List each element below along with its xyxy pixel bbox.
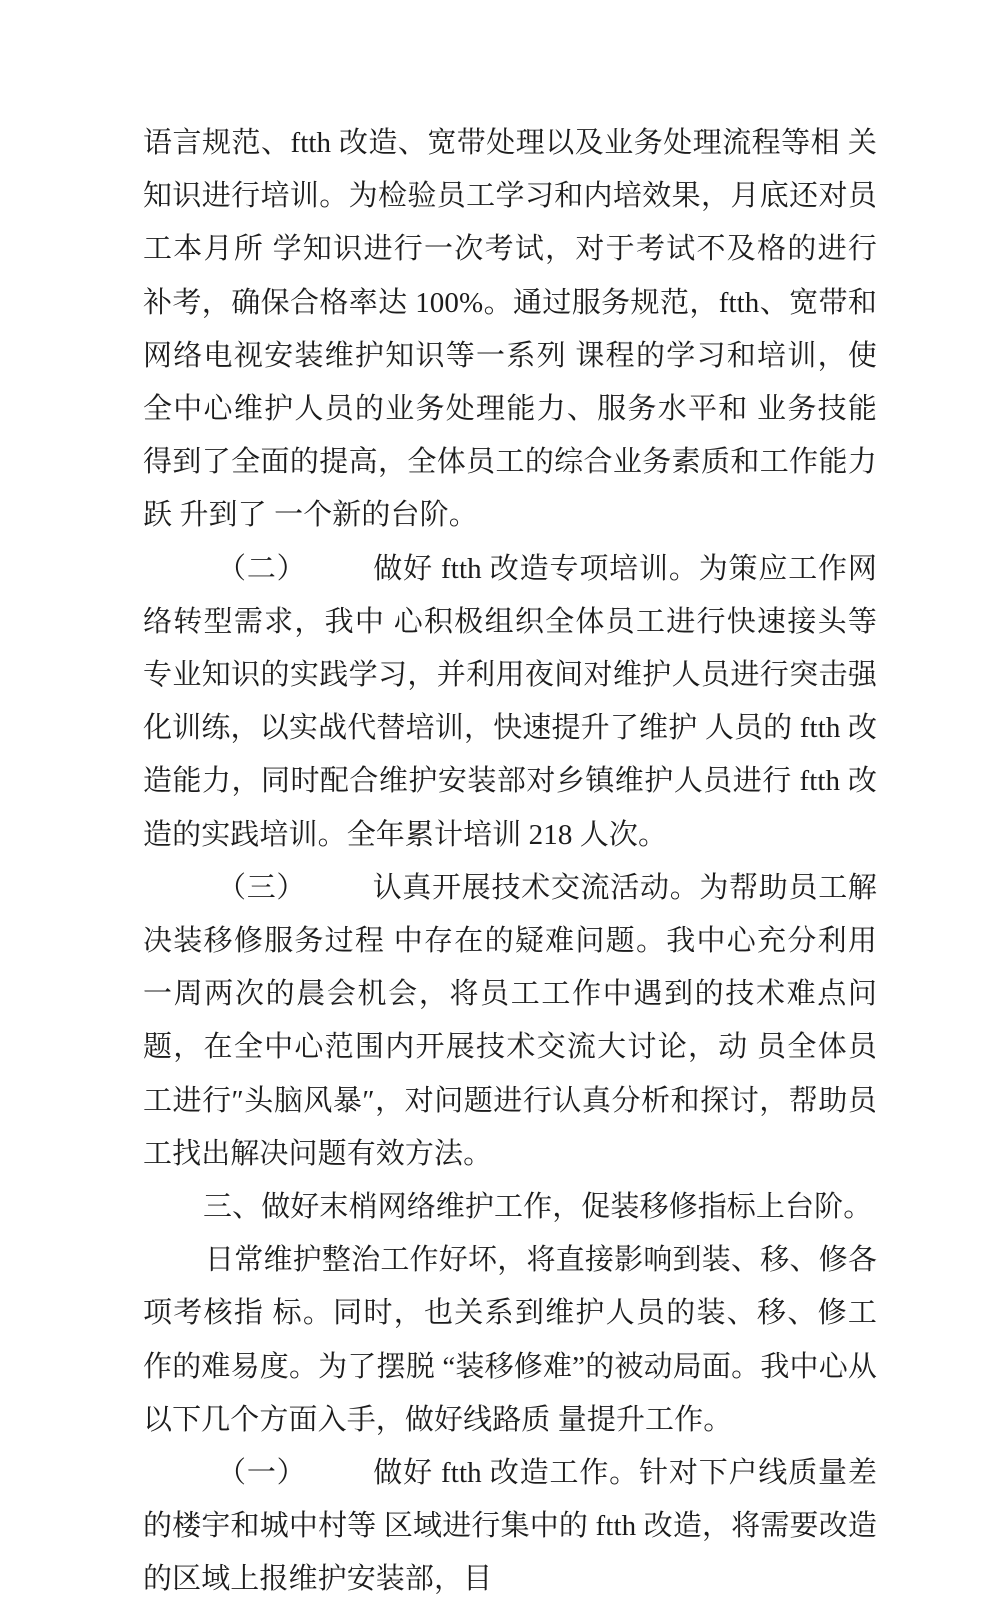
paragraph-body-daily-maintenance: 日常维护整治工作好坏，将直接影响到装、移、修各项考核指 标。同时，也关系到维护人员的装、移、修工作的难易度。为了摆脱 “装移修难”的被动局面。我中心从以下几个方面入手，做好线路质 量提升工作。 <box>143 1244 877 1436</box>
item-marker-one: （一） <box>217 1457 307 1490</box>
item-text-one: 做好 ftth 改造工作。针对下户线质量差的楼宇和城中村等 区域进行集中的 ftth 改造，将需要改造的区域上报维护安装部，目 <box>143 1457 877 1596</box>
item-marker-three: （三） <box>217 871 307 904</box>
item-text-two: 做好 ftth 改造专项培训。为策应工作网络转型需求，我中 心积极组织全体员工进行快速接头等专业知识的实践学习，并利用夜间对维护人员进行突击强化训练，以实战代替培训，快速提升了维护 人员的 ftth 改造能力，同时配合维护安装部对乡镇维护人员进行 ftth 改造的实践培训。全年累计培训 218 人次。 <box>143 552 877 851</box>
section-heading-three: 三、做好末梢网络维护工作，促装移修指标上台阶。 <box>203 1191 873 1224</box>
paragraph-item-two <box>143 543 877 862</box>
document-text-column <box>143 117 885 1607</box>
item-text-three: 认真开展技术交流活动。为帮助员工解决装移修服务过程 中存在的疑难问题。我中心充分利用一周两次的晨会机会，将员工工作中遇到的技术难点问题，在全中心范围内开展技术交流大讨论，动 员全体员工进行″头脑风暴″，对问题进行认真分析和探讨，帮助员 工找出解决问题有效方法。 <box>143 871 885 1170</box>
item-marker-two: （二） <box>217 552 307 585</box>
paragraph-body-continuation: 语言规范、ftth 改造、宽带处理以及业务处理流程等相 关知识进行培训。为检验员工学习和内培效果，月底还对员工本月所 学知识进行一次考试，对于考试不及格的进行补考，确保合格率达 100%。通过服务规范，ftth、宽带和网络电视安装维护知识等一系列 课程的学习和培训，使全中心维护人员的业务处理能力、服务水平和 业务技能得到了全面的提高，全体员工的综合业务素质和工作能力跃 升到了 一个新的台阶。 <box>143 127 877 532</box>
paragraph-item-three <box>143 862 885 1181</box>
paragraph-item-one <box>143 1447 877 1607</box>
